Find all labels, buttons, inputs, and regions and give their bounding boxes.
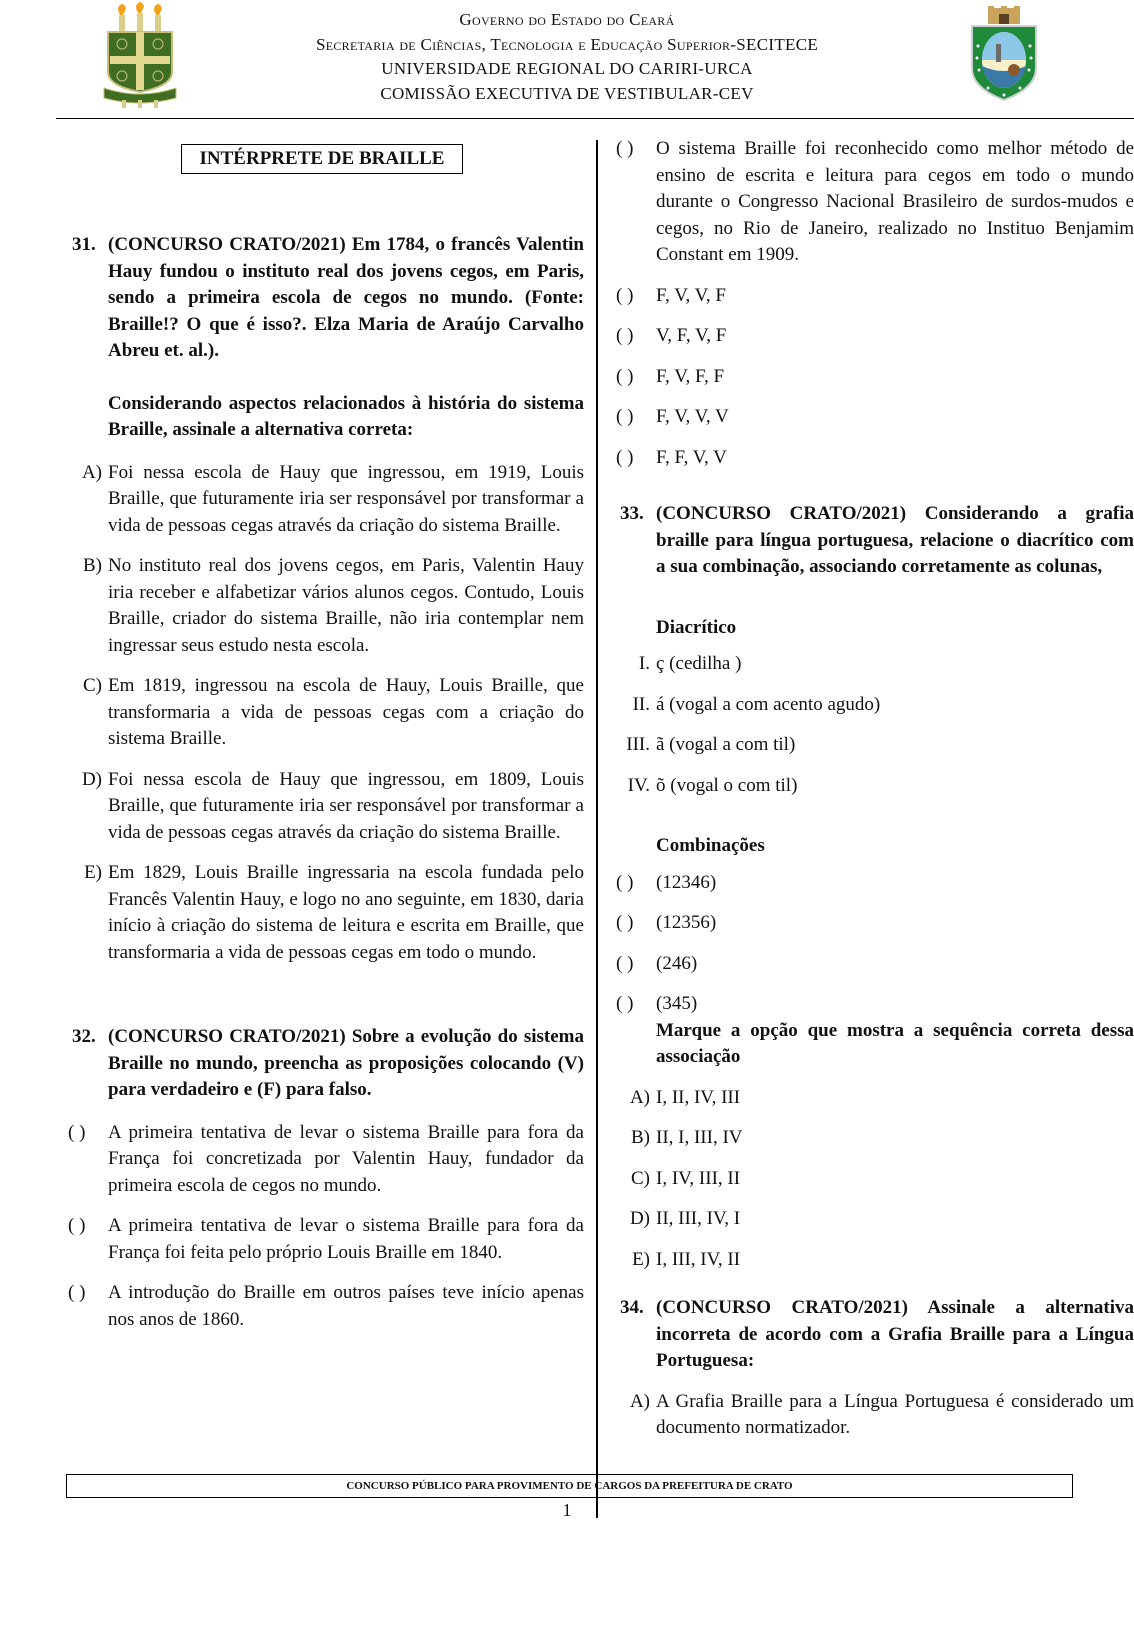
question-number: 32. — [72, 1026, 96, 1047]
combination-1[interactable]: ( ) (12346) — [616, 871, 717, 893]
q32-answer-3[interactable]: ( ) F, V, F, F — [616, 365, 725, 387]
header-line-2: Secretaria de Ciências, Tecnologia e Educação Superior-SECITECE — [315, 34, 819, 54]
question-32 — [72, 1024, 584, 1104]
combination-3[interactable]: ( ) (246) — [616, 952, 698, 974]
q33-option-b[interactable]: B) II, I, III, IV — [631, 1127, 743, 1148]
q31-option-d[interactable]: D) Foi nessa escola de Hauy que ingressou, em 1809, Louis Braille, que futuramente iria ser responsável por transformar a vida de pessoas cegas através da criação do sistema Braille. — [81, 768, 584, 843]
question-number: 31. — [72, 234, 96, 255]
q33-option-e[interactable]: E) I, III, IV, II — [632, 1248, 741, 1270]
q33-option-c[interactable]: C) I, IV, III, II — [631, 1167, 741, 1189]
question-statement: (CONCURSO CRATO/2021) Em 1784, o francês Valentin Hauy fundou o instituto real dos jovens cegos, em Paris, sendo a primeira escola de cegos no mundo. (Fonte: Braille!? O que é isso?. Elza Maria de Araújo Carvalho Abreu et. al.). — [108, 234, 584, 361]
question-number: 34. — [620, 1297, 644, 1318]
combinations-title: Combinações — [656, 835, 765, 856]
question-number: 33. — [620, 503, 644, 524]
page-number: 1 — [562, 1500, 572, 1520]
diacritic-3: III. ã (vogal a com til) — [626, 734, 796, 755]
q32-answer-4[interactable]: ( ) F, V, V, V — [616, 406, 729, 427]
question-statement: (CONCURSO CRATO/2021) Sobre a evolução do sistema Braille no mundo, preencha as proposições colocando (V) para verdadeiro e (F) para falso. — [108, 1026, 584, 1100]
q32-proposition-3[interactable]: ( ) A introdução do Braille em outros países teve início apenas nos anos de 1860. — [68, 1282, 584, 1330]
header-line-1: Governo do Estado do Ceará — [459, 10, 675, 29]
header-line-3: UNIVERSIDADE REGIONAL DO CARIRI-URCA — [381, 59, 753, 78]
footer-banner: CONCURSO PÚBLICO PARA PROVIMENTO DE CARGOS DA PREFEITURA DE CRATO — [66, 1474, 1073, 1498]
question-statement: (CONCURSO CRATO/2021) Assinale a alternativa incorreta de acordo com a Grafia Braille para a Língua Portuguesa: — [656, 1297, 1134, 1371]
urca-coat-of-arms-icon — [100, 0, 180, 110]
left-column — [68, 140, 584, 1333]
section-title: INTÉRPRETE DE BRAILLE — [181, 144, 463, 174]
combination-2[interactable]: ( ) (12356) — [616, 912, 717, 933]
q32-answer-2[interactable]: ( ) V, F, V, F — [616, 325, 727, 346]
question-33 — [620, 501, 1134, 581]
q33-option-d[interactable]: D) II, III, IV, I — [629, 1208, 741, 1229]
question-statement: (CONCURSO CRATO/2021) Considerando a grafia braille para língua portuguesa, relacione o diacrítico com a sua combinação, associando corretamente as colunas, — [656, 503, 1134, 577]
q33-option-a[interactable]: A) I, II, IV, III — [629, 1086, 741, 1108]
q32-answer-1[interactable]: ( ) F, V, V, F — [616, 284, 726, 306]
question-34 — [620, 1295, 1134, 1375]
diacritic-1: I. ç (cedilha ) — [638, 653, 742, 674]
combination-4[interactable]: ( ) (345) — [616, 993, 698, 1014]
institution-header — [200, 8, 934, 106]
document-header — [0, 0, 1134, 118]
diacritics-title: Diacrítico — [656, 616, 737, 638]
q32-answer-5[interactable]: ( ) F, F, V, V — [616, 446, 727, 468]
header-divider — [56, 118, 1134, 119]
q32-proposition-1[interactable]: ( ) A primeira tentativa de levar o sistema Braille para fora da França foi concretizada por Valentin Hauy, fundador da primeira escola de cegos no mundo. — [68, 1121, 584, 1196]
diacritic-4: IV. õ (vogal o com til) — [627, 774, 798, 796]
q32-proposition-2[interactable]: ( ) A primeira tentativa de levar o sistema Braille para fora da França foi feita pelo próprio Louis Braille em 1840. — [68, 1215, 584, 1263]
q31-option-a[interactable]: A) Foi nessa escola de Hauy que ingressou, em 1919, Louis Braille, que futuramente iria ser responsável por transformar a vida de pessoas cegas através da criação do sistema Braille. — [81, 461, 584, 536]
q31-option-c[interactable]: C) Em 1819, ingressou na escola de Hauy, Louis Braille, que transformaria a vida de pessoas cegas com a criação do sistema Braille. — [83, 675, 584, 749]
question-33-prompt: Marque a opção que mostra a sequência correta dessa associação — [656, 1019, 1134, 1067]
header-line-4: COMISSÃO EXECUTIVA DE VESTIBULAR-CEV — [380, 83, 754, 103]
q31-option-b[interactable]: B) No instituto real dos jovens cegos, em Paris, Valentin Hauy iria receber e alfabetizar vários alunos cegos. Contudo, Louis Braille, criador do sistema Braille, não iria contemplar nem ingressar seus estudo nesta escola. — [83, 555, 584, 656]
right-column — [616, 138, 1134, 1442]
question-31-prompt: Considerando aspectos relacionados à história do sistema Braille, assinale a alternativa correta: — [108, 392, 584, 440]
q34-option-a[interactable]: A) A Grafia Braille para a Língua Portuguesa é considerado um documento normatizador. — [629, 1390, 1134, 1438]
ceara-coat-of-arms-icon — [968, 6, 1040, 102]
q31-option-e[interactable]: E) Em 1829, Louis Braille ingressaria na escola fundada pelo Francês Valentin Hauy, e logo no ano seguinte, em 1830, daria início à criação do sistema de leitura e escrita em Braille, que transformaria a vida de pessoas cegas em todo o mundo. — [84, 862, 584, 963]
q32-proposition-4[interactable]: ( ) O sistema Braille foi reconhecido como melhor método de ensino de escrita e leitura para cegos em todo o mundo durante o Congresso Nacional Brasileiro de surdos-mudos e cegos, no Rio de Janeiro, realizado no Instituo Benjamim Constant em 1909. — [616, 138, 1134, 265]
question-31 — [72, 232, 584, 365]
diacritic-2: II. á (vogal a com acento agudo) — [632, 693, 881, 715]
column-divider — [596, 140, 598, 1518]
